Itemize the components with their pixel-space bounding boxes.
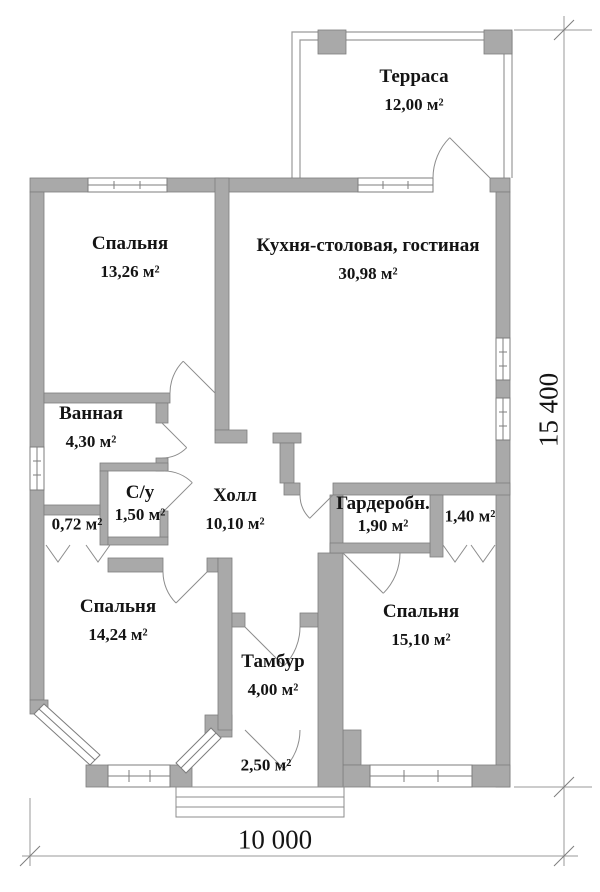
room-label-porch [241, 757, 292, 774]
room-area: 15,10 м² [391, 630, 451, 649]
room-name: Спальня [79, 596, 157, 617]
door-bedroom3 [343, 553, 400, 593]
room-label-bedroom2 [80, 597, 156, 643]
room-area: 4,30 м² [65, 432, 117, 451]
room-area: 2,50 м² [240, 755, 292, 775]
room-name: Кухня-столовая, гостиная [256, 235, 480, 256]
door-wardrobe [300, 495, 333, 518]
room-label-bathroom [59, 404, 123, 450]
room-name: Гардеробн. [336, 493, 430, 514]
room-area: 1,50 м² [114, 505, 166, 524]
window-kitchen-right-1 [496, 338, 510, 380]
bay-window-left [34, 704, 100, 765]
dimension-width-label: 10 000 [237, 824, 313, 855]
room-label-bedroom1 [92, 234, 168, 280]
bay-window-right [176, 728, 221, 773]
door-bathroom [162, 423, 187, 458]
door-terrace [433, 138, 490, 178]
room-name: С/у [125, 482, 155, 503]
room-area: 13,26 м² [100, 262, 160, 281]
room-label-closet-140 [445, 508, 496, 525]
window-bedroom1-top [88, 178, 167, 192]
bay-window-bottom [108, 765, 170, 787]
window-kitchen-right-2 [496, 398, 510, 440]
room-label-wardrobe [336, 494, 430, 534]
window-bathroom-left [30, 447, 44, 490]
room-name: Тамбур [241, 651, 305, 672]
room-name: Спальня [91, 233, 169, 254]
terrace-column-left [318, 30, 346, 54]
room-label-kitchen-living [257, 236, 480, 282]
room-area: 4,00 м² [247, 680, 299, 699]
room-area: 12,00 м² [384, 95, 444, 114]
room-area: 10,10 м² [205, 514, 265, 533]
room-area: 0,72 м² [51, 514, 103, 534]
dimension-height-label: 15 400 [533, 372, 564, 448]
door-bedroom1 [170, 361, 215, 393]
window-kitchen-top [358, 178, 433, 192]
room-name: Холл [213, 485, 257, 506]
room-name: Ванная [59, 403, 123, 424]
door-bedroom2 [163, 572, 207, 603]
room-area: 30,98 м² [338, 264, 398, 283]
room-label-wc [115, 483, 166, 523]
window-bedroom3-bottom [370, 765, 472, 787]
room-label-closet-small [52, 516, 103, 533]
room-area: 1,40 м² [444, 506, 496, 526]
room-label-tambour [241, 652, 305, 698]
room-name: Терраса [379, 66, 449, 87]
room-label-bedroom3 [383, 602, 459, 648]
room-label-terrace [379, 67, 448, 113]
room-area: 1,90 м² [357, 516, 409, 535]
room-label-hall [205, 486, 264, 532]
terrace-column-right [484, 30, 512, 54]
room-area: 14,24 м² [88, 625, 148, 644]
door-wc [164, 471, 192, 511]
porch-steps [176, 787, 344, 817]
room-name: Спальня [382, 601, 460, 622]
